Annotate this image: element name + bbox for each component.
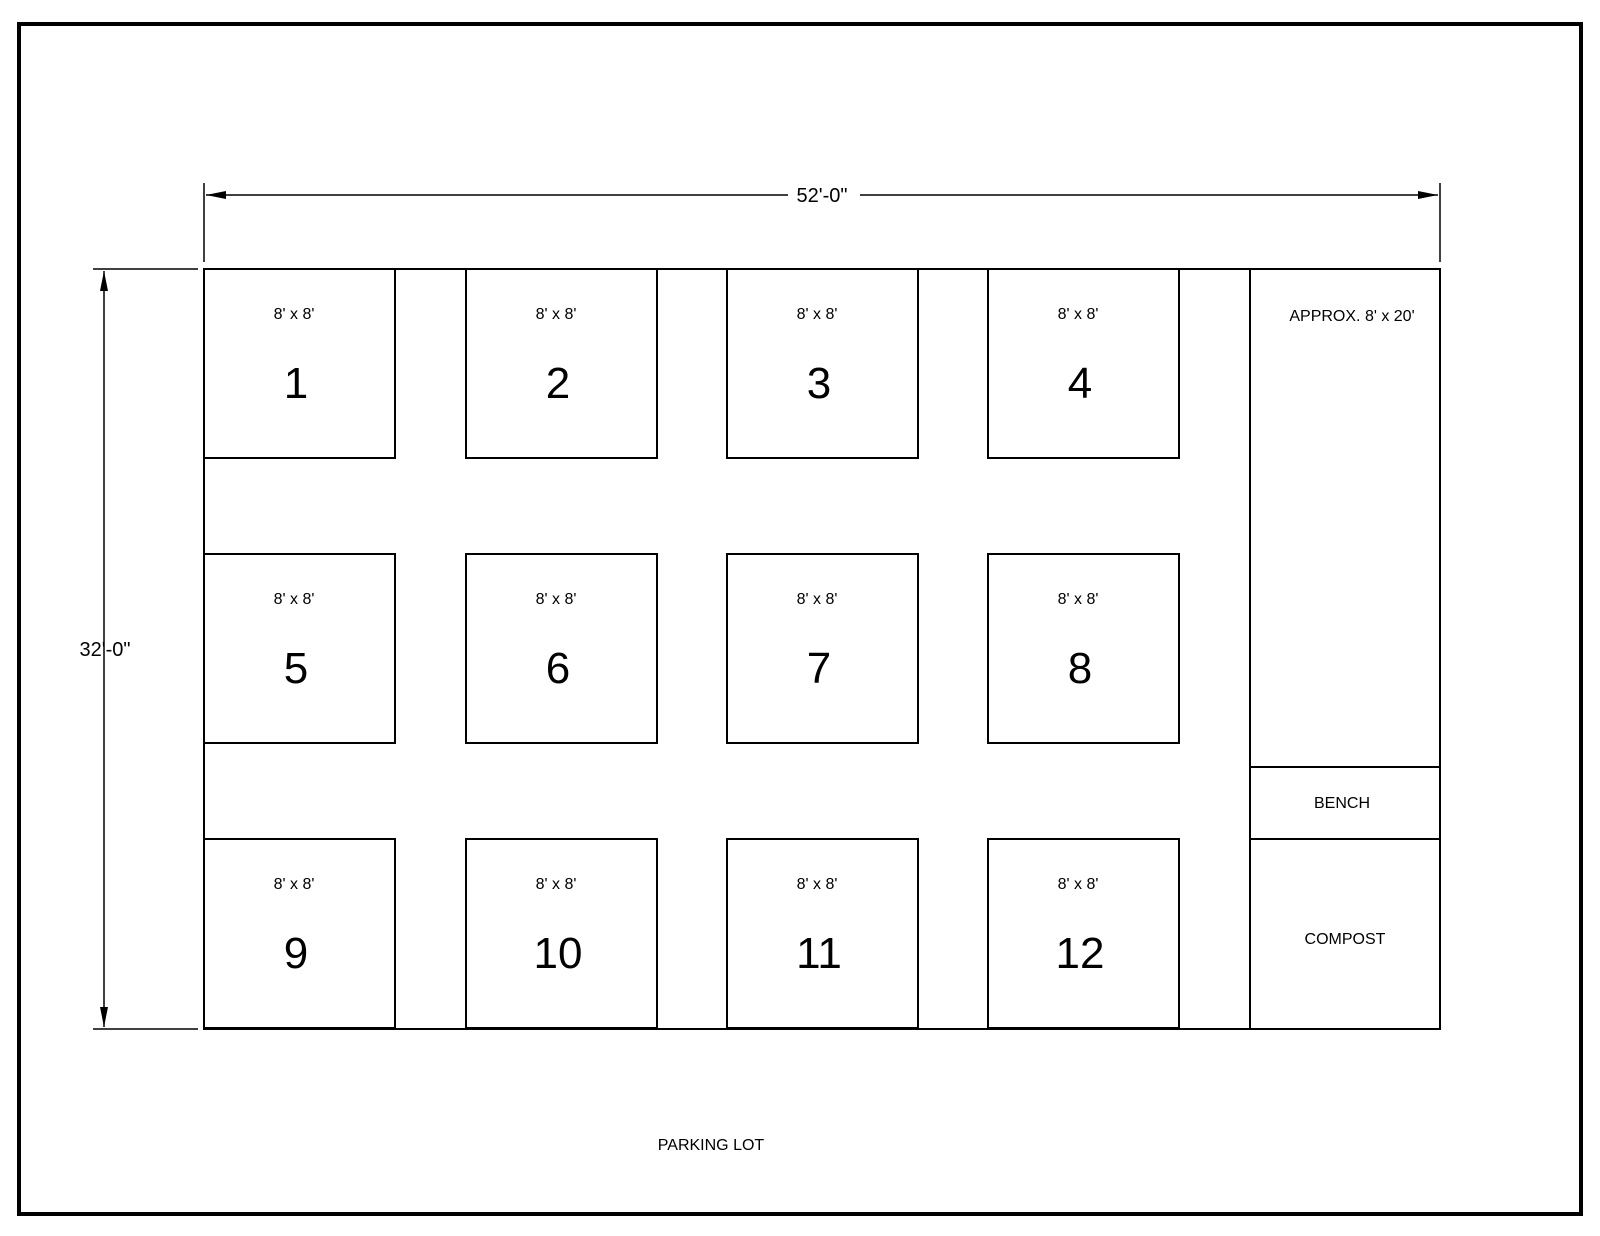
- plot-number: 12: [1055, 929, 1105, 978]
- plot-7: [727, 554, 918, 743]
- height-dimension: [80, 269, 198, 1029]
- plot-11: [727, 839, 918, 1028]
- plot-number: 11: [796, 929, 842, 978]
- bench-label: BENCH: [1313, 795, 1371, 812]
- plots-layer: [204, 269, 1179, 1028]
- plot-size-label: 8' x 8': [273, 876, 315, 893]
- plot-size-label: 8' x 8': [1057, 591, 1099, 608]
- plot-10: [466, 839, 657, 1028]
- plot-size-label: 8' x 8': [1057, 306, 1099, 323]
- plot-12: [988, 839, 1179, 1028]
- width-dimension-label: 52'-0": [796, 185, 848, 207]
- height-dimension-label: 32'-0": [79, 639, 131, 661]
- parking-lot-label: PARKING LOT: [657, 1137, 765, 1154]
- plot-number: 9: [283, 929, 309, 978]
- plot-number: 7: [806, 644, 832, 693]
- plot-size-label: 8' x 8': [273, 306, 315, 323]
- plot-size-label: 8' x 8': [535, 306, 577, 323]
- plot-1: [204, 269, 395, 458]
- plot-5: [204, 554, 395, 743]
- plot-number: 6: [545, 644, 571, 693]
- width-dimension: [204, 183, 1440, 262]
- plot-3: [727, 269, 918, 458]
- plot-9: [204, 839, 395, 1028]
- compost-label: COMPOST: [1304, 931, 1386, 948]
- plot-size-label: 8' x 8': [1057, 876, 1099, 893]
- plot-size-label: 8' x 8': [796, 306, 838, 323]
- plot-4: [988, 269, 1179, 458]
- plot-size-label: 8' x 8': [796, 876, 838, 893]
- plot-number: 5: [283, 644, 309, 693]
- plot-6: [466, 554, 657, 743]
- plot-number: 4: [1067, 359, 1093, 408]
- plot-number: 8: [1067, 644, 1093, 693]
- plot-size-label: 8' x 8': [273, 591, 315, 608]
- plot-number: 3: [806, 359, 832, 408]
- plot-8: [988, 554, 1179, 743]
- large-area-label: APPROX. 8' x 20': [1289, 308, 1415, 325]
- plot-number: 1: [283, 359, 309, 408]
- plot-2: [466, 269, 657, 458]
- plot-size-label: 8' x 8': [796, 591, 838, 608]
- plot-number: 2: [545, 359, 571, 408]
- plot-number: 10: [533, 929, 583, 978]
- plot-size-label: 8' x 8': [535, 591, 577, 608]
- plot-size-label: 8' x 8': [535, 876, 577, 893]
